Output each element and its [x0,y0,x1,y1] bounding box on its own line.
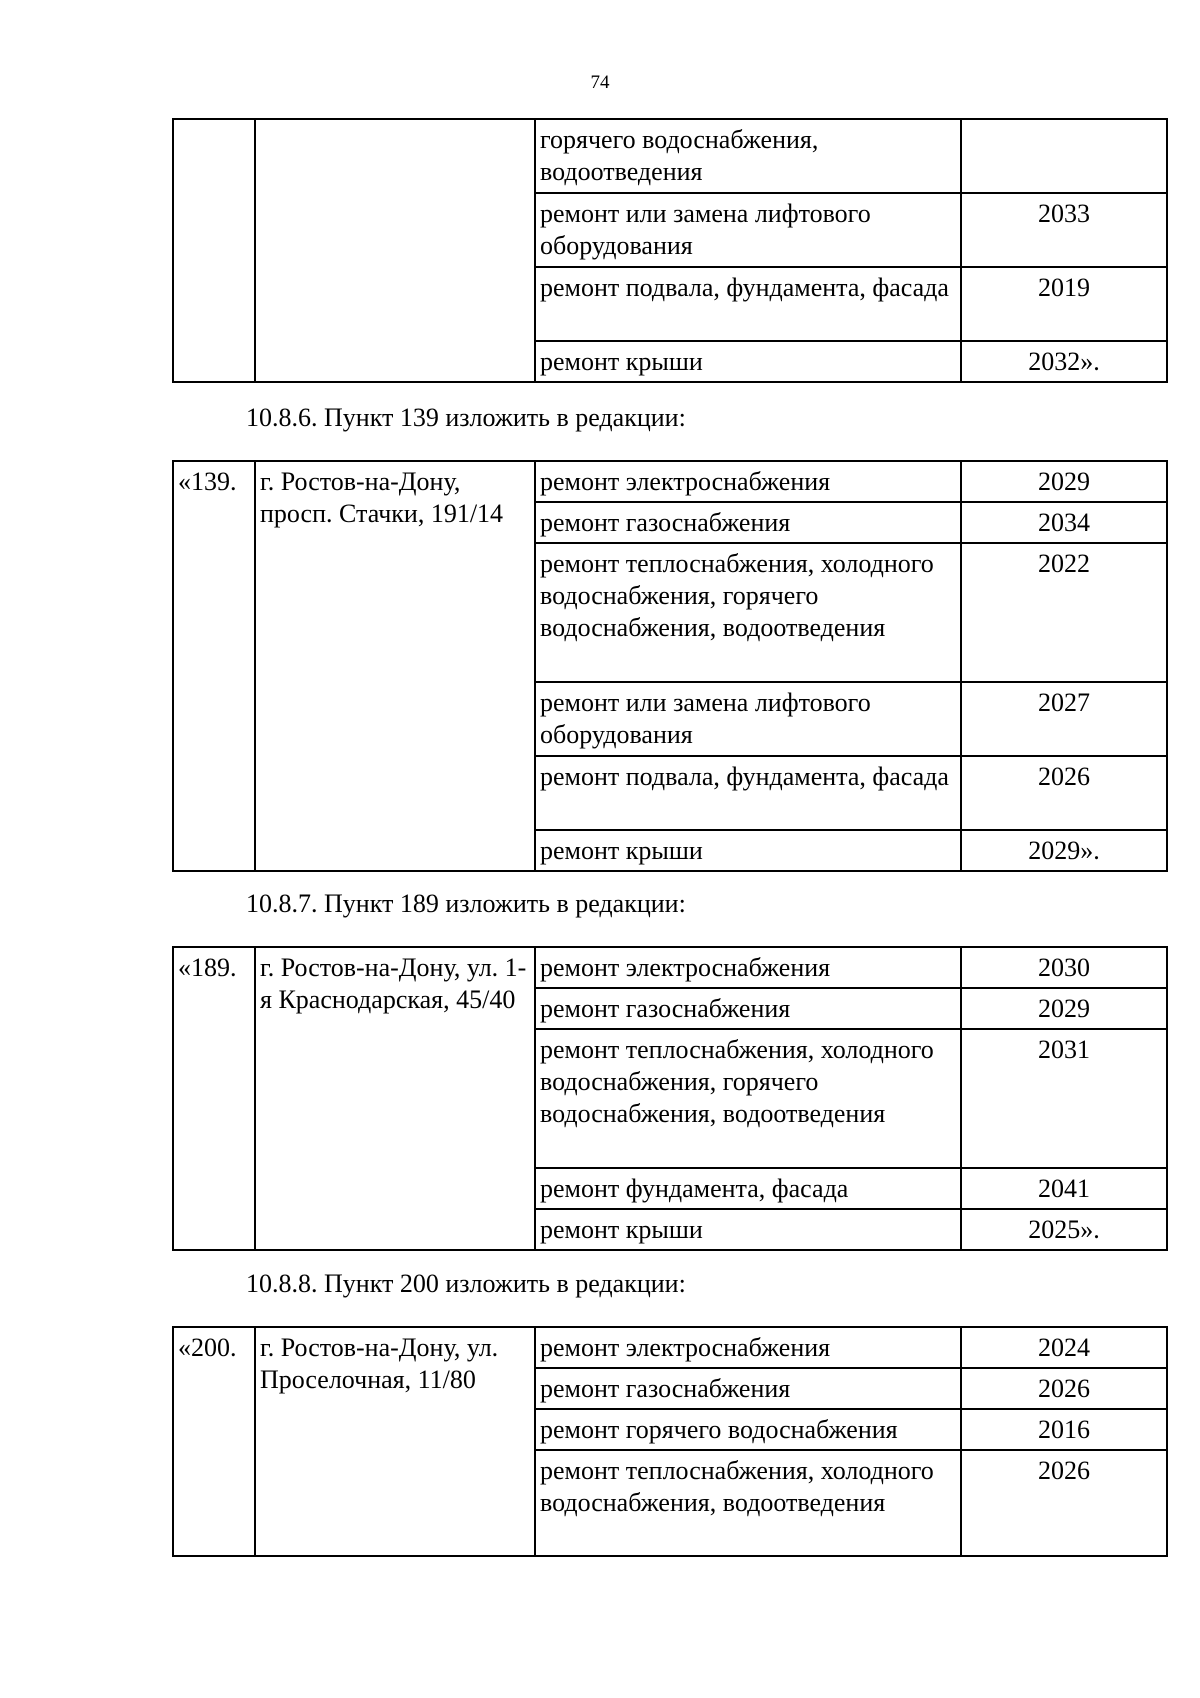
item-table-200 [172,1326,1168,1557]
work-cell: ремонт теплоснабжения, холодного водоснабжения, горячего водоснабжения, водоотведения [535,1029,961,1168]
amendment-paragraph: 10.8.8. Пункт 200 изложить в редакции: [246,1269,686,1298]
work-cell: ремонт теплоснабжения, холодного водоснабжения, водоотведения [535,1450,961,1556]
amendment-paragraph: 10.8.7. Пункт 189 изложить в редакции: [246,889,686,918]
work-cell: горячего водоснабжения, водоотведения [535,119,961,193]
year-cell: 2031 [961,1029,1167,1168]
year-cell: 2030 [961,947,1167,988]
page-number: 74 [590,72,610,93]
work-cell: ремонт или замена лифтового оборудования [535,682,961,756]
table-row [173,119,1167,193]
year-cell: 2022 [961,543,1167,682]
table-row [173,947,1167,988]
year-cell [961,119,1167,193]
year-cell: 2041 [961,1168,1167,1209]
work-cell: ремонт теплоснабжения, холодного водоснабжения, горячего водоснабжения, водоотведения [535,543,961,682]
work-cell: ремонт крыши [535,1209,961,1250]
year-cell: 2027 [961,682,1167,756]
work-cell: ремонт электроснабжения [535,1327,961,1368]
year-cell: 2029 [961,461,1167,502]
year-cell: 2032». [961,341,1167,382]
work-cell: ремонт или замена лифтового оборудования [535,193,961,267]
continuation-table [172,118,1168,383]
item-number-cell [173,119,255,382]
address-cell [255,119,535,382]
address-cell: г. Ростов-на-Дону, просп. Стачки, 191/14 [255,461,535,871]
year-cell: 2033 [961,193,1167,267]
address-cell: г. Ростов-на-Дону, ул. 1-я Краснодарская, 45/40 [255,947,535,1250]
work-cell: ремонт подвала, фундамента, фасада [535,756,961,830]
work-cell: ремонт электроснабжения [535,947,961,988]
year-cell: 2026 [961,1450,1167,1556]
table-row [173,461,1167,502]
item-table-139 [172,460,1168,872]
year-cell: 2026 [961,1368,1167,1409]
year-cell: 2026 [961,756,1167,830]
address-cell: г. Ростов-на-Дону, ул. Проселочная, 11/80 [255,1327,535,1556]
year-cell: 2029 [961,988,1167,1029]
item-number-cell: «189. [173,947,255,1250]
table-row [173,1327,1167,1368]
year-cell: 2016 [961,1409,1167,1450]
work-cell: ремонт горячего водоснабжения [535,1409,961,1450]
item-table-189 [172,946,1168,1251]
year-cell: 2019 [961,267,1167,341]
year-cell: 2025». [961,1209,1167,1250]
amendment-paragraph: 10.8.6. Пункт 139 изложить в редакции: [246,403,686,432]
year-cell: 2029». [961,830,1167,871]
work-cell: ремонт газоснабжения [535,988,961,1029]
work-cell: ремонт крыши [535,830,961,871]
work-cell: ремонт подвала, фундамента, фасада [535,267,961,341]
item-number-cell: «139. [173,461,255,871]
work-cell: ремонт крыши [535,341,961,382]
year-cell: 2024 [961,1327,1167,1368]
work-cell: ремонт электроснабжения [535,461,961,502]
work-cell: ремонт газоснабжения [535,502,961,543]
item-number-cell: «200. [173,1327,255,1556]
work-cell: ремонт газоснабжения [535,1368,961,1409]
year-cell: 2034 [961,502,1167,543]
work-cell: ремонт фундамента, фасада [535,1168,961,1209]
